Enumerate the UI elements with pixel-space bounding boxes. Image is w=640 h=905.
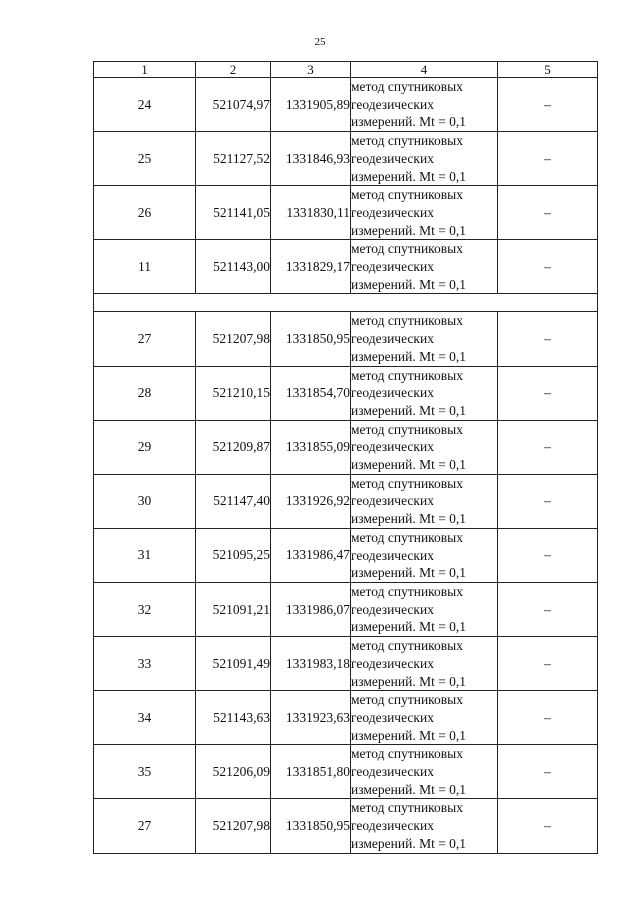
- x-coordinate-cell: 521091,21: [196, 582, 271, 636]
- table-row: [94, 78, 598, 132]
- method-line: измерений. Mt = 0,1: [351, 402, 467, 418]
- point-number-cell: 35: [94, 745, 196, 799]
- method-line: измерений. Mt = 0,1: [351, 222, 467, 238]
- x-coordinate-cell: 521143,00: [196, 240, 271, 294]
- method-cell: [351, 240, 498, 294]
- method-line: геодезических: [351, 439, 434, 455]
- y-coordinate-cell: 1331829,17: [271, 240, 351, 294]
- note-cell: –: [498, 186, 598, 240]
- method-line: измерений. Mt = 0,1: [351, 565, 467, 581]
- x-coordinate-cell: 521207,98: [196, 799, 271, 853]
- method-cell: [351, 312, 498, 366]
- method-line: метод спутниковых: [351, 133, 463, 149]
- method-line: метод спутниковых: [351, 367, 463, 383]
- method-line: измерений. Mt = 0,1: [351, 457, 467, 473]
- method-cell: [351, 366, 498, 420]
- table-row: [94, 691, 598, 745]
- method-cell: [351, 132, 498, 186]
- point-number-cell: 33: [94, 637, 196, 691]
- note-cell: –: [498, 528, 598, 582]
- column-header-point: 1: [94, 62, 196, 78]
- method-line: измерений. Mt = 0,1: [351, 619, 467, 635]
- column-header-method: 4: [351, 62, 498, 78]
- method-cell: [351, 691, 498, 745]
- note-cell: –: [498, 366, 598, 420]
- y-coordinate-cell: 1331986,47: [271, 528, 351, 582]
- y-coordinate-cell: 1331923,63: [271, 691, 351, 745]
- method-line: геодезических: [351, 709, 434, 725]
- note-cell: –: [498, 582, 598, 636]
- note-cell: –: [498, 745, 598, 799]
- table-row: [94, 186, 598, 240]
- method-line: геодезических: [351, 493, 434, 509]
- method-line: измерений. Mt = 0,1: [351, 727, 467, 743]
- note-cell: –: [498, 132, 598, 186]
- note-cell: –: [498, 474, 598, 528]
- note-cell: –: [498, 240, 598, 294]
- table-row: [94, 528, 598, 582]
- table-row: [94, 366, 598, 420]
- method-line: измерений. Mt = 0,1: [351, 673, 467, 689]
- point-number-cell: 11: [94, 240, 196, 294]
- point-number-cell: 27: [94, 312, 196, 366]
- x-coordinate-cell: 521147,40: [196, 474, 271, 528]
- method-line: метод спутниковых: [351, 313, 463, 329]
- y-coordinate-cell: 1331905,89: [271, 78, 351, 132]
- method-line: метод спутниковых: [351, 79, 463, 94]
- method-line: метод спутниковых: [351, 692, 463, 708]
- x-coordinate-cell: 521095,25: [196, 528, 271, 582]
- method-line: метод спутниковых: [351, 421, 463, 437]
- method-line: измерений. Mt = 0,1: [351, 348, 467, 364]
- table-row: [94, 799, 598, 853]
- method-cell: [351, 799, 498, 853]
- column-header-x: 2: [196, 62, 271, 78]
- method-line: метод спутниковых: [351, 583, 463, 599]
- method-line: геодезических: [351, 331, 434, 347]
- method-line: измерений. Mt = 0,1: [351, 835, 467, 851]
- y-coordinate-cell: 1331854,70: [271, 366, 351, 420]
- y-coordinate-cell: 1331850,95: [271, 799, 351, 853]
- method-line: измерений. Mt = 0,1: [351, 168, 467, 184]
- group-separator-cell: [94, 294, 598, 312]
- method-line: измерений. Mt = 0,1: [351, 781, 467, 797]
- table-row: [94, 637, 598, 691]
- method-cell: [351, 474, 498, 528]
- point-number-cell: 31: [94, 528, 196, 582]
- method-line: измерений. Mt = 0,1: [351, 511, 467, 527]
- point-number-cell: 34: [94, 691, 196, 745]
- method-line: метод спутниковых: [351, 475, 463, 491]
- table-row: [94, 474, 598, 528]
- method-line: геодезических: [351, 204, 434, 220]
- method-line: метод спутниковых: [351, 529, 463, 545]
- x-coordinate-cell: 521207,98: [196, 312, 271, 366]
- x-coordinate-cell: 521074,97: [196, 78, 271, 132]
- method-line: геодезических: [351, 96, 434, 112]
- note-cell: –: [498, 312, 598, 366]
- point-number-cell: 26: [94, 186, 196, 240]
- point-number-cell: 25: [94, 132, 196, 186]
- page-number: 25: [314, 36, 326, 48]
- method-line: геодезических: [351, 764, 434, 780]
- y-coordinate-cell: 1331846,93: [271, 132, 351, 186]
- method-cell: [351, 745, 498, 799]
- table-row: [94, 240, 598, 294]
- column-header-y: 3: [271, 62, 351, 78]
- note-cell: –: [498, 799, 598, 853]
- point-number-cell: 28: [94, 366, 196, 420]
- method-line: измерений. Mt = 0,1: [351, 276, 467, 292]
- table-body: [94, 78, 598, 854]
- x-coordinate-cell: 521206,09: [196, 745, 271, 799]
- method-line: метод спутниковых: [351, 638, 463, 654]
- method-line: геодезических: [351, 547, 434, 563]
- y-coordinate-cell: 1331850,95: [271, 312, 351, 366]
- method-line: геодезических: [351, 655, 434, 671]
- table-row: [94, 582, 598, 636]
- note-cell: –: [498, 691, 598, 745]
- note-cell: –: [498, 637, 598, 691]
- method-line: геодезических: [351, 259, 434, 275]
- point-number-cell: 29: [94, 420, 196, 474]
- point-number-cell: 30: [94, 474, 196, 528]
- table-row: [94, 312, 598, 366]
- x-coordinate-cell: 521209,87: [196, 420, 271, 474]
- y-coordinate-cell: 1331855,09: [271, 420, 351, 474]
- y-coordinate-cell: 1331830,11: [271, 186, 351, 240]
- point-number-cell: 24: [94, 78, 196, 132]
- note-cell: –: [498, 78, 598, 132]
- method-cell: [351, 420, 498, 474]
- column-header-note: 5: [498, 62, 598, 78]
- y-coordinate-cell: 1331986,07: [271, 582, 351, 636]
- method-line: метод спутниковых: [351, 746, 463, 762]
- method-line: геодезических: [351, 818, 434, 834]
- method-cell: [351, 78, 498, 132]
- y-coordinate-cell: 1331851,80: [271, 745, 351, 799]
- table-header-row: [94, 62, 598, 78]
- method-cell: [351, 582, 498, 636]
- method-line: метод спутниковых: [351, 241, 463, 257]
- method-cell: [351, 186, 498, 240]
- note-cell: –: [498, 420, 598, 474]
- table-row: [94, 420, 598, 474]
- method-line: метод спутниковых: [351, 187, 463, 203]
- y-coordinate-cell: 1331926,92: [271, 474, 351, 528]
- x-coordinate-cell: 521127,52: [196, 132, 271, 186]
- method-line: геодезических: [351, 601, 434, 617]
- x-coordinate-cell: 521210,15: [196, 366, 271, 420]
- method-cell: [351, 528, 498, 582]
- x-coordinate-cell: 521091,49: [196, 637, 271, 691]
- table-row: [94, 132, 598, 186]
- method-line: геодезических: [351, 150, 434, 166]
- method-line: метод спутниковых: [351, 800, 463, 816]
- y-coordinate-cell: 1331983,18: [271, 637, 351, 691]
- method-line: геодезических: [351, 385, 434, 401]
- point-number-cell: 32: [94, 582, 196, 636]
- coordinates-table: [93, 61, 598, 854]
- x-coordinate-cell: 521141,05: [196, 186, 271, 240]
- point-number-cell: 27: [94, 799, 196, 853]
- method-cell: [351, 637, 498, 691]
- group-separator-row: [94, 294, 598, 312]
- x-coordinate-cell: 521143,63: [196, 691, 271, 745]
- method-line: измерений. Mt = 0,1: [351, 114, 467, 130]
- table-row: [94, 745, 598, 799]
